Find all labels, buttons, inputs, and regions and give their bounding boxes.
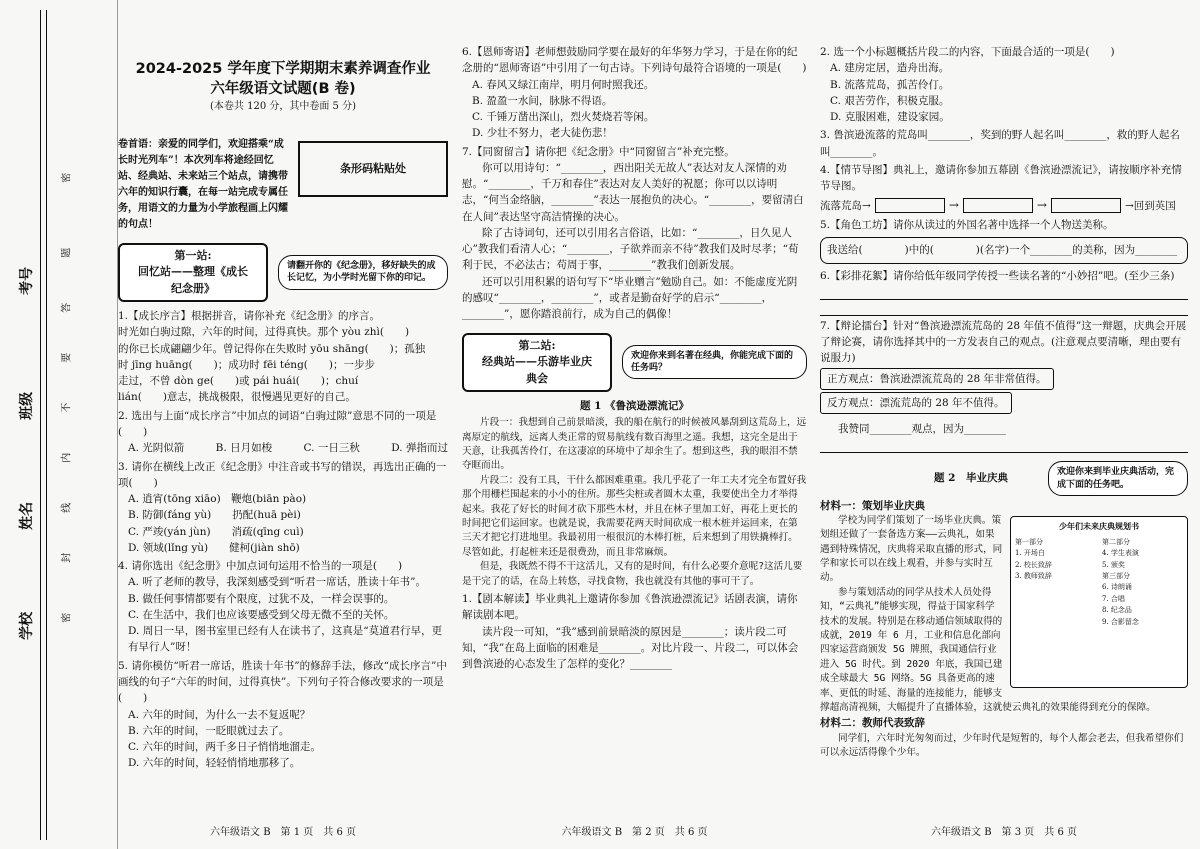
question-7-body: 还可以引用积累的语句写下“毕业赠言”勉励自己。如：不能虚度光阴的感叹“________，________”，或者是勤奋好学的启示“________，________”，愿你踏浪前行，成为自己的偶像！ bbox=[462, 275, 798, 321]
question-4: 4. 请你选出《纪念册》中加点词句运用不恰当的一项是( ) bbox=[118, 560, 403, 573]
arrow-right-icon: → bbox=[948, 198, 959, 213]
material-2-body: 同学们，六年时光匆匆而过，少年时代是短暂的，每个人都会老去，但我希望你们可以永远活得像个少年。 bbox=[820, 732, 1184, 759]
question-1-line: 时光如白驹过隙，六年的时间，过得真快。那个 yòu zhì( ) bbox=[118, 326, 410, 339]
plot-flowchart bbox=[820, 196, 1188, 215]
question-1-line: 时 jīng huāng( )；成功时 fēi téng( )；一步步 bbox=[118, 358, 375, 371]
option[interactable]: C. 六年的时间，两千多日子悄悄地溜走。 bbox=[128, 741, 321, 754]
option[interactable]: C. 艰苦劳作，积极克服。 bbox=[830, 94, 950, 107]
material-1-body: 学校为同学们策划了一场毕业庆典。策划组还做了一套备选方案——云典礼，如果遇到特殊情况，庆典将采取直播的形式，同学和家长可以在线上观看，并参与实时互动。 bbox=[820, 514, 1003, 584]
plan-item: 4. 学生表演 bbox=[1102, 549, 1139, 558]
barcode-area: 条形码粘贴处 bbox=[298, 141, 448, 197]
plan-item: 9. 合影留念 bbox=[1102, 617, 1139, 626]
question-2-options bbox=[118, 440, 448, 456]
passage-excerpt-1: 片段一：我想到自己前景暗淡，我的船在航行的时候被风暴刮到这荒岛上，远离原定的航线，远离人类正常的贸易航线有数百海里之遥。我想，这完全是出于天意，让我孤苦伶仃，在这凄凉的环境中了却余生了。想到这些，我的眼泪不禁夺眶而出。 bbox=[462, 417, 807, 472]
plan-item: 第三部分 bbox=[1102, 572, 1130, 581]
debate-answer[interactable]: 我赞同________观点，因为________ bbox=[838, 423, 1006, 436]
seal-mark: 密 bbox=[61, 172, 73, 183]
page-footer: 六年级语文 B 第 1 页 共 6 页 bbox=[210, 826, 356, 838]
option[interactable]: C. 一日三秋 bbox=[303, 442, 360, 455]
page-1 bbox=[118, 60, 448, 840]
topic-1-question-4: 4.【情节导图】典礼上，邀请你参加五幕剧《鲁滨逊漂流记》，请按顺序补充情节导图。 bbox=[820, 163, 1182, 193]
flow-blank[interactable] bbox=[963, 198, 1033, 213]
binding-margin bbox=[0, 0, 118, 849]
option[interactable]: C. 千锤万凿出深山，烈火焚烧若等闲。 bbox=[472, 111, 655, 124]
question-1-line: 走过，不曾 dòn ge( )或 pái huái( )；chuí bbox=[118, 375, 359, 388]
option[interactable]: D. 六年的时间，轻轻悄悄地那移了。 bbox=[128, 757, 301, 770]
speech-bubble: 请翻开你的《纪念册》，移好缺失的成长记忆，为小学时光留下你的印记。 bbox=[278, 255, 448, 289]
option[interactable]: D. 克服困难，建设家园。 bbox=[830, 111, 950, 124]
option[interactable]: A. 光阴似箭 bbox=[128, 442, 185, 455]
seal-mark: 答 bbox=[61, 302, 73, 313]
flow-end: →回到英国 bbox=[1124, 199, 1176, 212]
plan-item bbox=[1015, 595, 1096, 604]
page-footer: 六年级语文 B 第 3 页 共 6 页 bbox=[931, 826, 1077, 838]
answer-line[interactable] bbox=[820, 284, 1188, 300]
question-3: 3. 请你在横线上改正《纪念册》中注音或书写的错误，再选出正确的一项( ) bbox=[118, 460, 447, 489]
question-1-line: 的你已长成翩翩少年。曾记得你在失败时 yōu shāng( )；孤独 bbox=[118, 342, 426, 355]
plan-item: 第二部分 bbox=[1102, 537, 1130, 546]
option[interactable]: B. 六年的时间，一眨眼就过去了。 bbox=[128, 724, 290, 737]
station-two bbox=[462, 333, 807, 393]
option[interactable]: D. 少壮不努力，老大徒伤悲！ bbox=[472, 127, 613, 140]
topic-1-question-2: 2. 选一个小标题概括片段二的内容，下面最合适的一项是( ) bbox=[820, 46, 1115, 58]
con-viewpoint: 反方观点：漂流荒岛的 28 年不值得。 bbox=[820, 392, 1012, 414]
seal-mark: 密 bbox=[61, 612, 73, 623]
answer-line[interactable] bbox=[820, 437, 1188, 453]
exam-subtitle: 六年级语文试题(B 卷) bbox=[210, 80, 356, 97]
speech-bubble: 欢迎你来到毕业庆典活动，完成下面的任务吧。 bbox=[1048, 461, 1188, 495]
plan-item bbox=[1015, 583, 1096, 592]
option[interactable]: D. 领域(lǐng yù) 健柯(jiàn shō) bbox=[128, 541, 300, 554]
option[interactable]: B. 日月如梭 bbox=[215, 442, 273, 455]
flow-blank[interactable] bbox=[875, 198, 945, 213]
option[interactable]: C. 在生活中，我们也应该要感受到父母无微不至的关怀。 bbox=[128, 608, 395, 621]
preface: 卷首语：亲爱的同学们，欢迎搭乘“成长时光列车”！本次列车将途经回忆站、经典站、未来站三个站点，请携带六年的知识行囊，在每一站完成专属任务，用语文的力量为小学旅程画上闪耀的句点！ bbox=[118, 138, 288, 230]
topic-1-heading: 题 1 《鲁滨逊漂流记》 bbox=[579, 400, 690, 413]
plan-item bbox=[1015, 606, 1096, 615]
station-one-banner: 第一站: 回忆站——整理《成长纪念册》 bbox=[118, 243, 268, 303]
flow-start: 流落荒岛→ bbox=[820, 199, 871, 212]
ceremony-plan-card bbox=[1010, 516, 1188, 688]
name-label: 姓名 bbox=[19, 501, 36, 530]
passage-excerpt-2: 片段二：没有工具，干什么都困难重重。我几乎花了一年工夫才完全布置好我那个用栅栏围起来的小小的住所。那些尖桩或者圆木太重，我要使出全力才举得起来。我花了好长的时间才砍下那些木材，并且在林子里加工好，再花上更长的时间把它们运回家。也就是说，我需要花两天时间砍成一根木桩并运回来，在第三天才把它打进地里。我最初用一根很沉的木棒打桩，后来想到了用铁撬棒打。尽管如此，打起桩来还是很费劲，而且非常麻烦。 bbox=[462, 474, 807, 558]
topic-1-question-1: 1.【剧本解读】毕业典礼上邀请你参加《鲁滨逊漂流记》话剧表演，请你解读剧本吧。 bbox=[462, 592, 798, 622]
score-note: (本卷共 120 分，其中卷面 5 分) bbox=[210, 101, 356, 113]
arrow-right-icon: → bbox=[1036, 198, 1047, 213]
station-two-banner: 第二站: 经典站——乐游毕业庆典会 bbox=[462, 333, 612, 393]
option[interactable]: A. 六年的时间，为什么一去不复返呢？ bbox=[128, 708, 311, 721]
seal-mark: 线 bbox=[61, 502, 73, 513]
binding-line-left-2 bbox=[46, 10, 47, 840]
seal-mark: 不 bbox=[61, 402, 73, 413]
topic-1-question-6: 6.【彩排花絮】请你给低年级同学传授一些读名著的“小妙招”吧。(至少三条) bbox=[820, 269, 1175, 282]
option[interactable]: C. 严竣(yán jùn) 消疏(qīng cuì) bbox=[128, 525, 304, 538]
binding-line-left bbox=[40, 10, 41, 840]
material-1-body: 参与策划活动的同学从技术人员处得知，“云典礼”能够实现，得益于国家科学技术的发展。特别是在移动通信领域取得的成就，2019 年 6 月，工业和信息化部向四家运营商颁发 5G 牌照，我国通信行业进入 5G 时代。到 2020 年底，我国已建成全球最大 5G 网络。5G 具备更高的速率、更低的时延、海量的连接能力，能够支撑超高清视频，大幅提升了直播体验，这就使云典礼的效果能得到充分的保障。 bbox=[820, 586, 1156, 713]
seal-mark: 内 bbox=[61, 452, 73, 463]
topic-1-question-5: 5.【角色工坊】请你从读过的外国名著中选择一个人物送美称。 bbox=[820, 218, 1114, 231]
plan-item: 2. 校长致辞 bbox=[1015, 560, 1052, 569]
question-7-body: 除了古诗词句，还可以引用名言俗语，比如：“________，日久见人心”教我们看清人心；“________，子欲养而亲不待”教我们及时尽孝；“荀利于民，不必法古；苟周于事，________”教我们创新发展。 bbox=[462, 226, 799, 272]
plan-item bbox=[1015, 618, 1096, 627]
material-1-title: 材料一：策划毕业庆典 bbox=[820, 499, 925, 512]
speech-bubble: 欢迎你来到名著在经典，你能完成下面的任务吗？ bbox=[622, 345, 807, 379]
option[interactable]: B. 盈盈一水间，脉脉不得语。 bbox=[472, 94, 613, 107]
page-2 bbox=[462, 44, 807, 840]
question-5: 5. 请你模仿“听君一席话，胜读十年书”的修辞手法，修改“成长序言”中画线的句子“六年的时间，过得真快”。下列句子符合修改要求的一项是( ) bbox=[118, 659, 447, 705]
exam-title: 2024-2025 学年度下学期期末素养调查作业 bbox=[135, 61, 431, 77]
option[interactable]: A. 听了老师的教导，我深刻感受到“听君一席话，胜读十年书”。 bbox=[128, 576, 426, 589]
option[interactable]: A. 春风又绿江南岸，明月何时照我还。 bbox=[472, 78, 655, 91]
class-label: 班级 bbox=[19, 391, 36, 420]
question-2: 2. 选出与上面“成长序言”中加点的词语“白驹过隙”意思不同的一项是( ) bbox=[118, 409, 437, 438]
plan-item: 7. 合唱 bbox=[1102, 594, 1125, 603]
topic-1-question-7: 7.【辩论擂台】针对“鲁滨逊漂流荒岛的 28 年值不值得”这一辩题，庆典会开展了辩论赛，请你选择其中的一方发表自己的观点。(注意观点要清晰，理由要有说服力) bbox=[820, 319, 1187, 365]
station-one bbox=[118, 243, 448, 303]
school-label: 学校 bbox=[19, 611, 36, 640]
plan-item: 8. 纪念品 bbox=[1102, 606, 1132, 615]
topic-2-heading: 题 2 毕业庆典 bbox=[934, 472, 1008, 485]
question-7: 7.【同窗留言】请你把《纪念册》中“同窗留言”补充完整。 bbox=[462, 145, 735, 158]
material-2-title: 材料二：教师代表致辞 bbox=[820, 717, 925, 730]
option[interactable]: B. 防御(fáng yù) 扔配(huā pèi) bbox=[128, 509, 301, 522]
plan-item: 5. 颁奖 bbox=[1102, 560, 1125, 569]
question-1-line: lián( )意志，挑战极限，很慢遇见更好的自己。 bbox=[118, 391, 356, 404]
option[interactable]: A. 逍宵(tōng xiāo) 鞭炮(biān pào) bbox=[128, 493, 307, 506]
topic-1-question-1-body: 读片段一可知，“我”感到前景暗淡的原因是________；读片段二可知，“我”在岛上面临的困难是________。对比片段一、片段二，可以体会到鲁滨逊的心态发生了怎样的变化？________ bbox=[462, 625, 799, 671]
seal-mark: 封 bbox=[61, 552, 73, 563]
flow-blank[interactable] bbox=[1051, 198, 1121, 213]
topic-1-question-3: 3. 鲁滨逊流落的荒岛叫________，奖到的野人起名叫________，救的野人起名叫________。 bbox=[820, 129, 1180, 158]
question-1: 1.【成长序言】根据拼音，请你补充《纪念册》的序言。 bbox=[118, 310, 381, 323]
ceremony-plan-list bbox=[1015, 538, 1183, 628]
gift-card[interactable]: 我送给( )中的( )(名字)一个________的美称，因为________ bbox=[820, 237, 1188, 263]
plan-item: 6. 诗朗诵 bbox=[1102, 583, 1132, 592]
question-6: 6.【恩师寄语】老师想鼓励同学要在最好的年华努力学习，于是在你的纪念册的“恩师寄语”中引用了一句古诗。下列诗句最符合语境的一项是( ) bbox=[462, 46, 807, 75]
option[interactable]: D. 弹指而过 bbox=[391, 442, 448, 455]
seal-mark: 要 bbox=[61, 352, 73, 363]
answer-line[interactable] bbox=[820, 300, 1188, 316]
exam-number-label: 考号 bbox=[19, 266, 36, 295]
topic-2-header bbox=[820, 461, 1188, 495]
option[interactable]: A. 建房定居，造舟出海。 bbox=[830, 62, 950, 75]
option[interactable]: B. 流落荒岛，孤苦伶仃。 bbox=[830, 78, 950, 91]
page-3 bbox=[820, 44, 1188, 840]
plan-item: 第一部分 bbox=[1015, 537, 1043, 546]
passage-excerpt-3: 但是，我既然不得不干这活儿，又有的是时间，有什么必要介意呢?这活儿要是干完了的话，在岛上转悠，寻找食物，我也就没有其他的事可干了。 bbox=[462, 561, 803, 587]
option[interactable]: B. 做任何事情都要有个限度，过犹不及，一样会误事的。 bbox=[128, 592, 395, 605]
ceremony-plan-title: 少年们未来庆典规划书 bbox=[1059, 520, 1139, 531]
seal-mark: 题 bbox=[61, 247, 73, 258]
pro-viewpoint: 正方观点：鲁滨逊漂流荒岛的 28 年非常值得。 bbox=[820, 368, 1054, 390]
plan-item: 1. 开场白 bbox=[1015, 549, 1045, 558]
page-footer: 六年级语文 B 第 2 页 共 6 页 bbox=[561, 826, 708, 838]
question-7-body: 你可以用诗句：“________，西出阳关无故人”表达对友人深情的劝慰。“________，千万和春住”表达对友人美好的祝愿；你可以以诗明志，“何当金络脑，________”表达一展抱负的决心。“________，要留清白在人间”表达坚守高洁情操的决心。 bbox=[462, 161, 804, 223]
plan-item: 3. 教师致辞 bbox=[1015, 572, 1052, 581]
option[interactable]: D. 周日一早，图书室里已经有人在读书了，这真是“莫道君行早，更有早行人”呀！ bbox=[128, 625, 443, 654]
